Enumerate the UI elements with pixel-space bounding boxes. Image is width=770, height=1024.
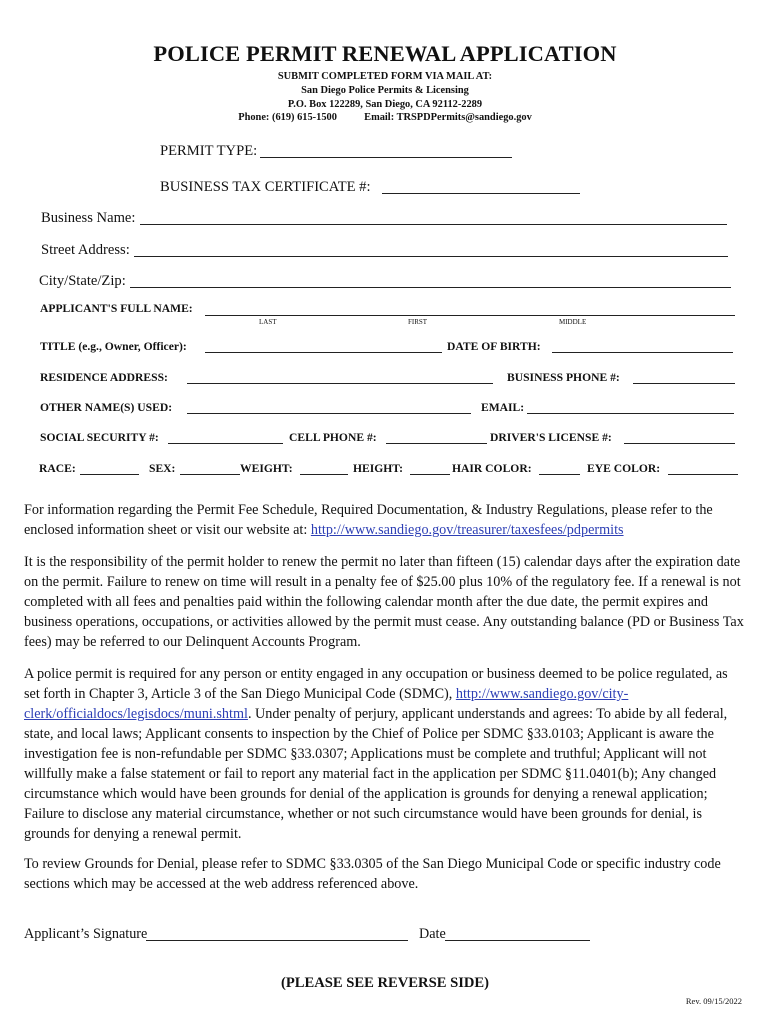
dob-field[interactable] (552, 352, 733, 353)
sex-field[interactable] (180, 474, 240, 475)
info-text: For information regarding the Permit Fee Schedule, Required Documentation, & Industry Regulations, please refer to the enclosed information sheet or visit our website at: (24, 502, 713, 538)
police-permit-paragraph (24, 664, 746, 844)
name-first-caption: FIRST (408, 318, 428, 326)
other-names-label: OTHER NAME(S) USED: (40, 401, 173, 414)
applicant-name-field[interactable] (205, 315, 735, 316)
permit-text-a: A police permit is required for any person or entity engaged in any occupation or business deemed to be police regulated, as set forth in Chapter 3, Article 3 of the San Diego Municipal Code (SDMC), (24, 666, 728, 702)
permit-type-field[interactable] (260, 157, 512, 158)
hair-color-label: HAIR COLOR: (452, 462, 532, 475)
date-label: Date (419, 926, 446, 942)
hair-color-field[interactable] (539, 474, 580, 475)
cell-phone-field[interactable] (386, 443, 487, 444)
business-phone-label: BUSINESS PHONE #: (507, 371, 620, 384)
contact-line (0, 112, 770, 123)
contact-email: Email: TRSPDPermits@sandiego.gov (364, 112, 532, 123)
race-label: RACE: (39, 462, 76, 475)
dob-label: DATE OF BIRTH: (447, 340, 541, 353)
city-state-zip-label: City/State/Zip: (39, 273, 126, 289)
applicant-name-label: APPLICANT'S FULL NAME: (40, 302, 193, 315)
email-field[interactable] (527, 413, 734, 414)
height-field[interactable] (410, 474, 450, 475)
residence-address-label: RESIDENCE ADDRESS: (40, 371, 168, 384)
sex-label: SEX: (149, 462, 176, 475)
name-middle-caption: MIDDLE (559, 318, 587, 326)
eye-color-field[interactable] (668, 474, 738, 475)
reverse-side-note: (PLEASE SEE REVERSE SIDE) (280, 975, 490, 991)
page-title: POLICE PERMIT RENEWAL APPLICATION (153, 41, 617, 66)
renewal-responsibility-paragraph: It is the responsibility of the permit holder to renew the permit no later than fifteen (15) calendar days after the expiration date on the permit. Failure to renew on time will result in a penalty fee of $25.00 plus 10% of the regulatory fee. If a renewal is not completed with all fees and penalties paid within the following calendar month after the due date, the permit expires and business operations, occupations, or activities allowed by the permit must cease. Any outstanding balance (PD or Business Tax fees) may be referred to our Delinquent Accounts Program. (24, 554, 744, 650)
business-phone-field[interactable] (633, 383, 735, 384)
grounds-for-denial-paragraph: To review Grounds for Denial, please refer to SDMC §33.0305 of the San Diego Municipal Code or specific industry code sections which may be accessed at the web address referenced above. (24, 856, 721, 892)
pdpermits-link[interactable]: http://www.sandiego.gov/treasurer/taxesfees/pdpermits (310, 522, 624, 538)
submit-instruction: SUBMIT COMPLETED FORM VIA MAIL AT: (277, 71, 493, 82)
org-name: San Diego Police Permits & Licensing (301, 85, 469, 96)
mail-address: P.O. Box 122289, San Diego, CA 92112-2289 (287, 99, 483, 110)
business-tax-field[interactable] (382, 193, 580, 194)
info-paragraph (24, 500, 746, 540)
street-address-label: Street Address: (41, 242, 130, 258)
signature-field[interactable] (146, 940, 408, 941)
email-label: EMAIL: (481, 401, 525, 414)
business-name-label: Business Name: (41, 210, 136, 226)
date-field[interactable] (445, 940, 590, 941)
title-label: TITLE (e.g., Owner, Officer): (40, 340, 187, 353)
street-address-field[interactable] (134, 256, 728, 257)
city-state-zip-field[interactable] (130, 287, 731, 288)
permit-type-label: PERMIT TYPE: (160, 143, 258, 159)
revision-date: Rev. 09/15/2022 (685, 996, 742, 1006)
title-field[interactable] (205, 352, 442, 353)
weight-label: WEIGHT: (240, 462, 293, 475)
permit-text-b: . Under penalty of perjury, applicant understands and agrees: To abide by all federal, state, and local laws; Applicant consents to inspection by the Chief of Police per SDMC §33.0103; Applicant is aware the investigation fee is non-refundable per SDMC §33.0307; Applications must be complete and truthful; Applicant will not willfully make a false statement or fail to report any material fact in the application per SDMC §11.0401(b); Any changed circumstance which would have been grounds for denial of the application is grounds for denying a renewal application; Failure to disclose any material circumstance, whether or not such circumstance would have been grounds for denial, is grounds for denying a renewal permit. (24, 706, 728, 842)
business-tax-label: BUSINESS TAX CERTIFICATE #: (160, 179, 371, 195)
ssn-field[interactable] (168, 443, 283, 444)
drivers-license-label: DRIVER'S LICENSE #: (490, 431, 612, 444)
business-name-field[interactable] (140, 224, 727, 225)
race-field[interactable] (80, 474, 139, 475)
eye-color-label: EYE COLOR: (587, 462, 661, 475)
cell-phone-label: CELL PHONE #: (289, 431, 377, 444)
ssn-label: SOCIAL SECURITY #: (40, 431, 159, 444)
phone-number: Phone: (619) 615-1500 (238, 112, 337, 123)
other-names-field[interactable] (187, 413, 471, 414)
height-label: HEIGHT: (353, 462, 404, 475)
residence-address-field[interactable] (187, 383, 493, 384)
signature-label: Applicant’s Signature (24, 926, 148, 942)
drivers-license-field[interactable] (624, 443, 735, 444)
name-last-caption: LAST (259, 318, 277, 326)
municipal-code-link[interactable]: http://www.sandiego.gov/city-clerk/officialdocs/legisdocs/muni.shtml (24, 686, 629, 722)
weight-field[interactable] (300, 474, 348, 475)
